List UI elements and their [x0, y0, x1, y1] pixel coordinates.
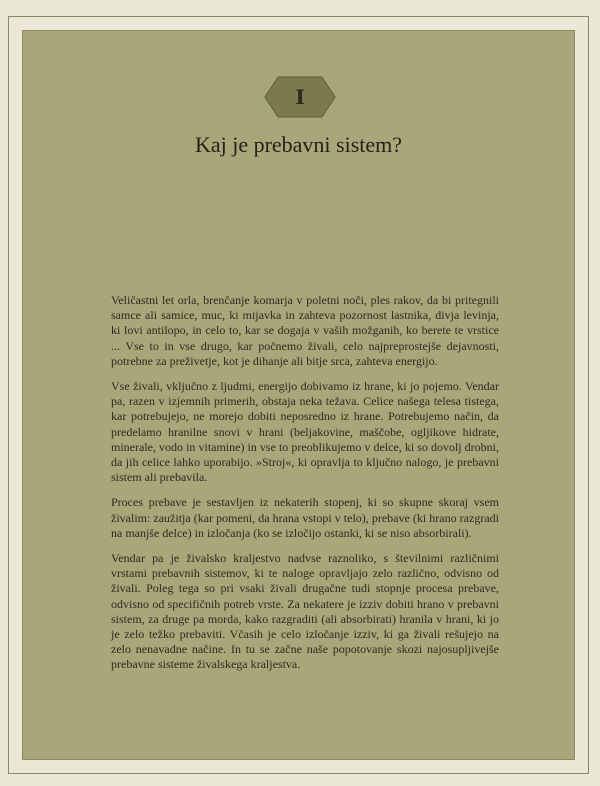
paragraph-3: Proces prebave je sestavljen iz nekaterih stopenj, ki so skupne skoraj vsem živalim: zaužitja (kar pomeni, da hrana vstopi v telo), prebave (ki hrano razgradi na manjše delce) in izločanja (ko se izločijo ostanki, ki se niso absorbirali).: [111, 495, 499, 540]
chapter-body: [111, 293, 499, 683]
paragraph-2: Vse živali, vključno z ljudmi, energijo dobivamo iz hrane, ki jo pojemo. Vendar pa, razen v izjemnih primerih, obstaja neka težava. Celice našega telesa tistega, kar potrebujejo, ne morejo dobiti neposredno iz hrane. Potrebujemo način, da predelamo hranilne snovi v hrani (beljakovine, maščobe, ogljikove hidrate, minerale, vodo in vitamine) in vse to preoblikujemo v delce, ki so dovolj drobni, da jih celice lahko uporabijo. »Stroj«, ki opravlja to ključno nalogo, je prebavni sistem ali prebavila.: [111, 379, 499, 485]
chapter-badge: [264, 76, 336, 118]
chapter-number: I: [295, 85, 305, 109]
paragraph-4: Vendar pa je živalsko kraljestvo nadvse raznoliko, s številnimi različnimi vrstami prebavnih sistemov, ki te naloge opravljajo zelo različno, odvisno od živali. Poleg tega so pri vsaki živali drugačne tudi stopnje procesa prebave, odvisno od specifičnih potreb vrste. Za nekatere je izziv dobiti hrano v prebavni sistem, za druge pa morda, kako razgraditi (ali absorbirati) hranila v hrani, ki jo je zelo težko prebaviti. Včasih je celo izločanje izziv, ki ga živali rešujejo na zelo nenavadne načine. In tu se začne naše popotovanje skozi najosupljivejše prebavne sisteme živalskega kraljestva.: [111, 551, 499, 672]
chapter-title: Kaj je prebavni sistem?: [194, 132, 403, 157]
paragraph-1: Veličastni let orla, brenčanje komarja v poletni noči, ples rakov, da bi pritegnili samce ali samice, muc, ki mijavka in zahteva pozornost lastnika, divja levinja, ki lovi antilopo, in celo to, kar se dogaja v vaših možganih, ko berete te vrstice ... Vse to in vse drugo, kar počnemo živali, celo najpreprostejše dejavnosti, potrebne za preživetje, kot je dihanje ali bitje srca, zahteva energijo.: [111, 293, 499, 368]
